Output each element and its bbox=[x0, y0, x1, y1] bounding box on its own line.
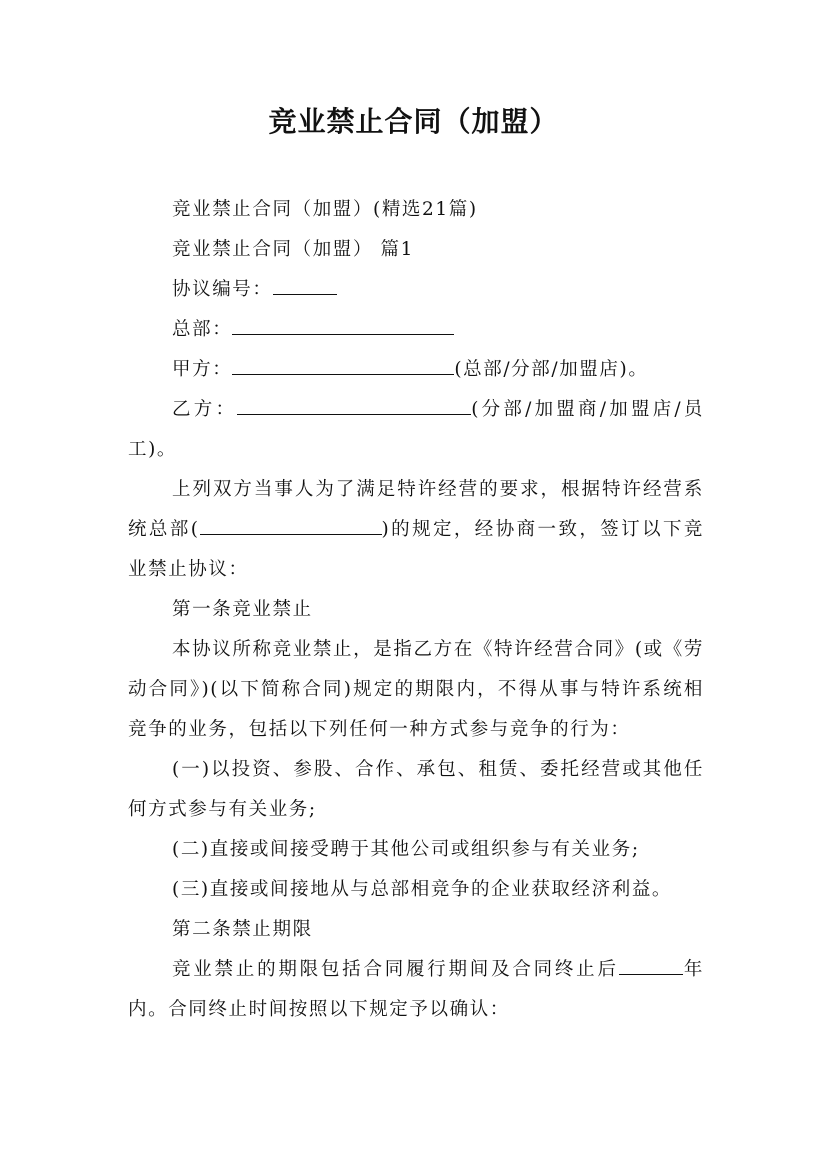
headquarters-line bbox=[128, 310, 704, 350]
party-b-line bbox=[128, 390, 704, 470]
hq-name-blank bbox=[200, 510, 382, 535]
agreement-number-line bbox=[128, 270, 704, 310]
article-1-item-1: (一)以投资、参股、合作、承包、租赁、委托经营或其他任何方式参与有关业务; bbox=[128, 759, 704, 820]
party-a-suffix: (总部/分部/加盟店)。 bbox=[454, 359, 649, 380]
agreement-number-label: 协议编号： bbox=[172, 279, 273, 300]
party-a-label: 甲方： bbox=[172, 359, 233, 380]
article-2-text-2: 年内。合同终止时间按照以下规定予以确认： bbox=[128, 959, 704, 1020]
party-b-label: 乙方： bbox=[172, 399, 238, 420]
article-2-text-1: 竞业禁止的期限包括合同履行期间及合同终止后 bbox=[172, 959, 619, 980]
article-1-item-2: (二)直接或间接受聘于其他公司或组织参与有关业务; bbox=[172, 839, 640, 860]
intro-text-2: )的规定，经协商一致，签订以下竞业禁止协议： bbox=[128, 519, 704, 580]
party-a-blank bbox=[232, 350, 454, 375]
headquarters-label: 总部： bbox=[172, 319, 233, 340]
article-1-body: 本协议所称竞业禁止，是指乙方在《特许经营合同》(或《劳动合同》)(以下简称合同)规定的期限内，不得从事与特许系统相竞争的业务，包括以下列任何一种方式参与竞争的行为： bbox=[128, 639, 704, 740]
section-title: 竞业禁止合同（加盟） 篇1 bbox=[172, 239, 414, 260]
party-b-suffix: (分部/加盟商/加盟店/员工)。 bbox=[128, 399, 704, 460]
years-blank bbox=[619, 950, 683, 975]
agreement-number-blank bbox=[273, 270, 337, 295]
article-1-title: 第一条竞业禁止 bbox=[172, 599, 313, 620]
article-2-title: 第二条禁止期限 bbox=[172, 919, 313, 940]
party-a-line bbox=[128, 350, 704, 390]
party-b-blank bbox=[237, 390, 471, 415]
headquarters-blank bbox=[232, 310, 454, 335]
article-1-item-3: (三)直接或间接地从与总部相竞争的企业获取经济利益。 bbox=[172, 879, 673, 900]
document-title: 竞业禁止合同（加盟） bbox=[268, 105, 559, 138]
document-subtitle: 竞业禁止合同（加盟）(精选21篇) bbox=[172, 199, 478, 220]
article-2-body bbox=[128, 950, 704, 1030]
intro-text-1: 上列双方当事人为了满足特许经营的要求，根据特许经营系统总部( bbox=[128, 479, 704, 540]
document-body bbox=[128, 190, 704, 1030]
intro-paragraph bbox=[128, 470, 704, 590]
